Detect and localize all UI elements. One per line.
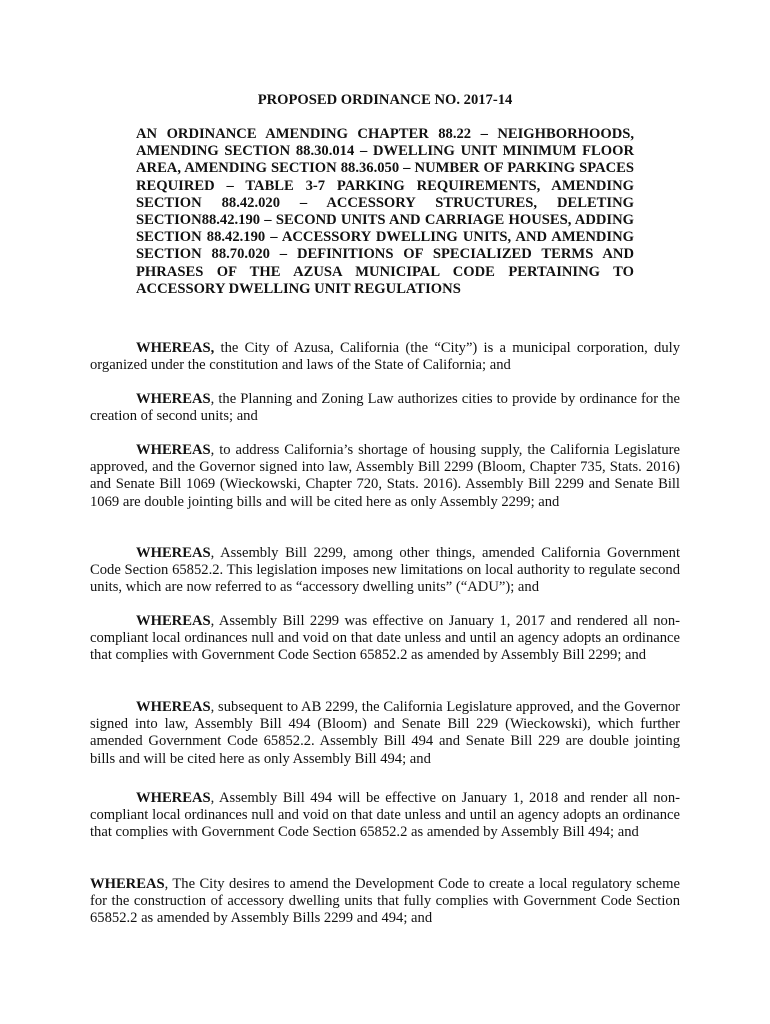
whereas-paragraph-5 — [90, 613, 680, 665]
ordinance-heading: AN ORDINANCE AMENDING CHAPTER 88.22 – NEIGHBORHOODS, AMENDING SECTION 88.30.014 – DWELLING UNIT MINIMUM FLOOR AREA, AMENDING SECTION 88.36.050 – NUMBER OF PARKING SPACES REQUIRED – TABLE 3-7 PARKING REQUIREMENTS, AMENDING SECTION 88.42.020 – ACCESSORY STRUCTURES, DELETING SECTION88.42.190 – SECOND UNITS AND CARRIAGE HOUSES, ADDING SECTION 88.42.190 – ACCESSORY DWELLING UNITS, AND AMENDING SECTION 88.70.020 – DEFINITIONS OF SPECIALIZED TERMS AND PHRASES OF THE AZUSA MUNICIPAL CODE PERTAINING TO ACCESSORY DWELLING UNIT REGULATIONS — [136, 126, 634, 297]
whereas-lead: WHEREAS — [136, 613, 211, 629]
whereas-paragraph-7 — [90, 790, 680, 842]
whereas-lead: WHEREAS — [136, 391, 211, 407]
paragraph-text: , Assembly Bill 2299 was effective on January 1, 2017 and rendered all non-compliant local ordinances null and void on that date unless and until an agency adopts an ordinance that complies with Government Code Section 65852.2 as amended by Assembly Bill 2299; and — [90, 613, 680, 664]
paragraph-text: , The City desires to amend the Development Code to create a local regulatory scheme for the construction of accessory dwelling units that fully complies with Government Code Section 65852.2 as amended by Assembly Bills 2299 and 494; and — [90, 876, 680, 927]
paragraph-text: , subsequent to AB 2299, the California Legislature approved, and the Governor signed into law, Assembly Bill 494 (Bloom) and Senate Bill 229 (Wieckowski), which further amended Government Code 65852.2. Assembly Bill 494 and Senate Bill 229 are double jointing bills and will be cited here as only Assembly Bill 494; and — [90, 699, 680, 767]
whereas-lead: WHEREAS — [136, 790, 211, 806]
paragraph-text: the City of Azusa, California (the “City”) is a municipal corporation, duly organized under the constitution and laws of the State of California; and — [90, 340, 680, 374]
paragraph-text: , to address California’s shortage of housing supply, the California Legislature approved, and the Governor signed into law, Assembly Bill 2299 (Bloom, Chapter 735, Stats. 2016) and Senate Bill 1069 (Wieckowski, Chapter 720, Stats. 2016). Assembly Bill 2299 and Senate Bill 1069 are double jointing bills and will be cited here as only Assembly 2299; and — [90, 442, 680, 510]
paragraph-text: , Assembly Bill 2299, among other things, amended California Government Code Section 65852.2. This legislation imposes new limitations on local authority to regulate second units, which are now referred to as “accessory dwelling units” (“ADU”); and — [90, 545, 680, 596]
whereas-lead: WHEREAS — [136, 699, 211, 715]
whereas-lead: WHEREAS — [136, 545, 211, 561]
whereas-paragraph-2 — [90, 391, 680, 425]
whereas-lead: WHEREAS — [136, 442, 211, 458]
whereas-lead: WHEREAS — [90, 876, 165, 892]
paragraph-text: , Assembly Bill 494 will be effective on January 1, 2018 and render all non-compliant local ordinances null and void on that date unless and until an agency adopts an ordinance that complies with Government Code Section 65852.2 as amended by Assembly Bill 494; and — [90, 790, 680, 841]
paragraph-text: , the Planning and Zoning Law authorizes cities to provide by ordinance for the creation of second units; and — [90, 391, 680, 425]
whereas-paragraph-3 — [90, 442, 680, 511]
whereas-paragraph-4 — [90, 545, 680, 597]
whereas-lead: WHEREAS, — [136, 340, 215, 356]
whereas-paragraph-8 — [90, 876, 680, 928]
whereas-paragraph-1 — [90, 340, 680, 374]
whereas-paragraph-6 — [90, 699, 680, 768]
ordinance-title: PROPOSED ORDINANCE NO. 2017-14 — [257, 92, 513, 108]
